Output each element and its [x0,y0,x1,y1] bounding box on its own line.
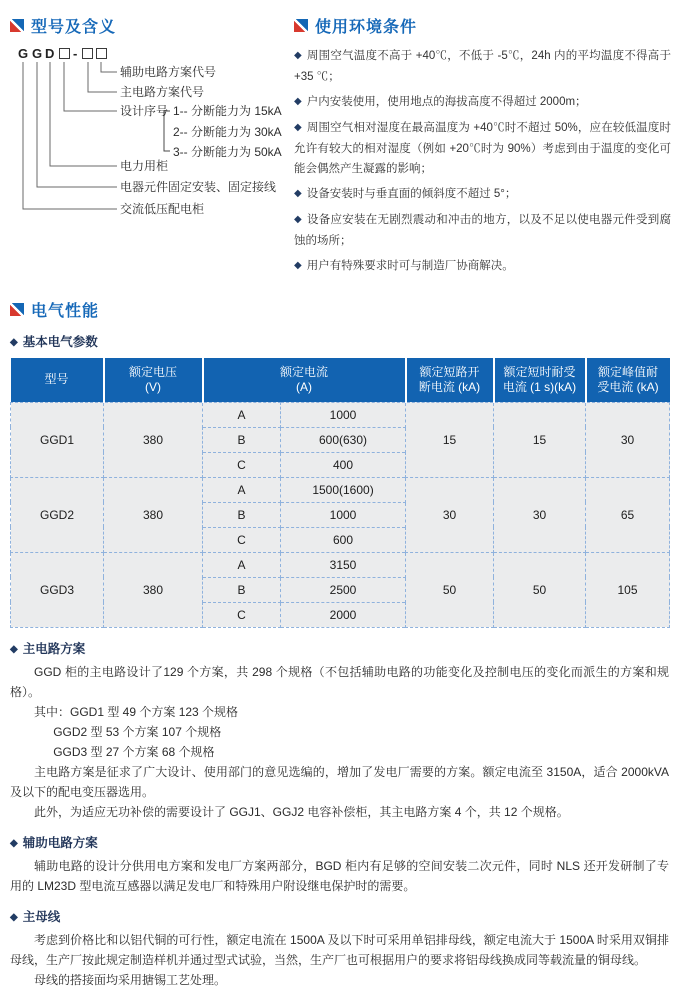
cell-current-value: 1000 [281,502,406,527]
cell-short-time: 30 [494,477,586,552]
code-box-main [82,48,93,59]
header-current: 额定电流 (A) [203,358,406,402]
cell-peak: 30 [586,402,670,477]
env-bullet-text: 周围空气温度不高于 +40℃，不低于 -5℃，24h 内的平均温度不得高于 +35 ℃； [294,50,671,83]
env-bullet [294,210,671,251]
diamond-bullet-icon: ◆ [294,96,302,107]
model-section-title [10,14,286,37]
cell-current-class: A [203,402,281,427]
note-paragraph: 母线的搭接面均采用搪锡工艺处理。 [34,972,227,987]
section-title-text: 型号及含义 [31,19,117,36]
note-heading-text: 辅助电路方案 [22,835,98,850]
environment-section-title [294,14,671,37]
header-short-time-current: 额定短时耐受 电流 (1 s)(kA) [494,358,586,402]
cell-short-time: 50 [494,552,586,627]
subtitle-text: 基本电气参数 [22,335,98,349]
section-title-text: 电气性能 [31,303,100,320]
cell-current-value: 1500(1600) [281,477,406,502]
cell-model: GGD3 [11,552,104,627]
header-model: 型号 [11,358,104,402]
cell-current-class: C [203,602,281,627]
parameters-table [10,358,670,628]
table-row [11,477,670,502]
cell-voltage: 380 [104,552,203,627]
label-fixed-install: 电器元件固定安装、固定接线 [120,180,277,194]
cell-current-value: 3150 [281,552,406,577]
model-code-diagram [10,46,286,226]
env-bullet-text: 设备应安装在无剧烈震动和冲击的地方，以及不足以使电器元件受到腐蚀的场所； [294,214,671,247]
flag-icon [10,303,24,316]
flag-icon [10,19,24,32]
table-row [11,552,670,577]
header-breaking-current: 额定短路开 断电流 (kA) [406,358,494,402]
note-heading-text: 主电路方案 [22,641,86,656]
code-letter-d: D [45,46,55,61]
cell-short-time: 15 [494,402,586,477]
cell-peak: 65 [586,477,670,552]
header-voltage: 额定电压 (V) [104,358,203,402]
code-letter-g1: G [18,46,29,61]
env-bullet-text: 用户有特殊要求时可与制造厂协商解决。 [306,260,514,272]
note-heading-main-busbar [10,907,669,925]
electrical-performance-section [0,298,679,628]
cell-peak: 105 [586,552,670,627]
design-item-15ka: 1-- 分断能力为 15kA [173,104,282,118]
code-dash: - [73,46,78,61]
cell-breaking: 30 [406,477,494,552]
cell-model: GGD1 [11,402,104,477]
cell-current-value: 1000 [281,402,406,427]
environment-bullets [294,46,671,277]
env-bullet [294,256,671,277]
table-row [11,402,670,427]
label-aux-circuit: 辅助电路方案代号 [120,65,217,79]
note-paragraph: GGD3 型 27 个方案 68 个规格 [53,744,215,759]
note-paragraph: GGD 柜的主电路设计了129 个方案，共 298 个规格（不包括辅助电路的功能变化及控制电压的变化而派生的方案和规格）。 [10,664,669,699]
environment-section [286,14,671,282]
cell-model: GGD2 [11,477,104,552]
env-bullet-text: 户内安装使用，使用地点的海拔高度不得超过 2000m； [306,96,587,108]
cell-voltage: 380 [104,402,203,477]
note-paragraph: 主电路方案是征求了广大设计、使用部门的意见选编的，增加了发电厂需要的方案。额定电流至 3150A，适合 2000kVA 及以下的配电变压器选用。 [10,764,669,799]
code-letter-g2: G [32,46,43,61]
note-heading-aux-circuit [10,833,669,851]
note-paragraph: 辅助电路的设计分供用电方案和发电厂方案两部分，BGD 柜内有足够的空间安装二次元件，同时 NLS 还开发研制了专用的 LM23D 型电流互感器以满足发电厂和特殊用户附设继电保护时的需要。 [10,858,669,893]
section-title-text: 使用环境条件 [315,19,418,36]
env-bullet-text: 设备安装时与垂直面的倾斜度不超过 5°； [306,188,517,200]
diamond-bullet-icon: ◆ [294,188,302,199]
diamond-bullet-icon: ◆ [294,214,302,225]
cell-voltage: 380 [104,477,203,552]
flag-icon [294,19,308,32]
basic-parameters-subtitle [10,332,669,350]
cell-current-class: A [203,552,281,577]
diamond-bullet-icon: ◆ [10,837,18,849]
cell-current-class: C [203,452,281,477]
diamond-bullet-icon: ◆ [294,122,302,133]
cell-current-value: 2500 [281,577,406,602]
design-item-50ka: 3-- 分断能力为 50kA [173,145,282,159]
env-bullet [294,46,671,87]
cell-current-value: 2000 [281,602,406,627]
note-paragraph: 考虑到价格比和以铝代铜的可行性，额定电流在 1500A 及以下时可采用单铝排母线，额定电流大于 1500A 时采用双铜排母线，生产厂按此规定制造样机并通过型式试验，当然，生产厂也可根据用户的要求将铝母线换成同等载流量的铜母线。 [10,932,669,967]
code-box-design [59,48,70,59]
label-ac-lv-cabinet: 交流低压配电柜 [120,202,205,216]
env-bullet-text: 周围空气相对湿度在最高温度为 +40℃时不超过 50%，应在较低温度时允许有较大的相对湿度（例如 +20℃时为 90%）考虑到由于温度的变化可能会偶然产生凝露的影响； [294,122,671,175]
note-paragraph: 此外，为适应无功补偿的需要设计了 GGJ1、GGJ2 电容补偿柜，其主电路方案 4 个，共 12 个规格。 [34,804,569,819]
cell-current-class: B [203,427,281,452]
cell-current-value: 400 [281,452,406,477]
diamond-bullet-icon: ◆ [10,643,18,655]
notes-section [0,639,679,990]
cell-breaking: 15 [406,402,494,477]
model-meaning-section [10,14,286,282]
cell-current-value: 600(630) [281,427,406,452]
cell-current-class: B [203,502,281,527]
design-item-30ka: 2-- 分断能力为 30kA [173,125,282,139]
cell-current-class: C [203,527,281,552]
code-box-aux [96,48,107,59]
note-heading-text: 主母线 [22,909,61,924]
diamond-bullet-icon: ◆ [10,337,18,348]
label-power-cabinet: 电力用柜 [120,159,169,173]
cell-current-value: 600 [281,527,406,552]
cell-current-class: B [203,577,281,602]
note-paragraph: GGD2 型 53 个方案 107 个规格 [53,724,222,739]
label-design-serial: 设计序号 [120,104,169,118]
env-bullet [294,92,671,113]
header-peak-current: 额定峰值耐 受电流 (kA) [586,358,670,402]
cell-breaking: 50 [406,552,494,627]
top-row [0,0,679,282]
diamond-bullet-icon: ◆ [10,911,18,923]
diamond-bullet-icon: ◆ [294,260,302,271]
note-paragraph: 其中：GGD1 型 49 个方案 123 个规格 [34,704,239,719]
note-heading-main-circuit [10,639,669,657]
cell-current-class: A [203,477,281,502]
label-main-circuit: 主电路方案代号 [120,85,205,99]
diamond-bullet-icon: ◆ [294,50,302,61]
env-bullet [294,118,671,179]
env-bullet [294,184,671,205]
electrical-section-title [10,298,669,321]
table-header [11,358,670,402]
